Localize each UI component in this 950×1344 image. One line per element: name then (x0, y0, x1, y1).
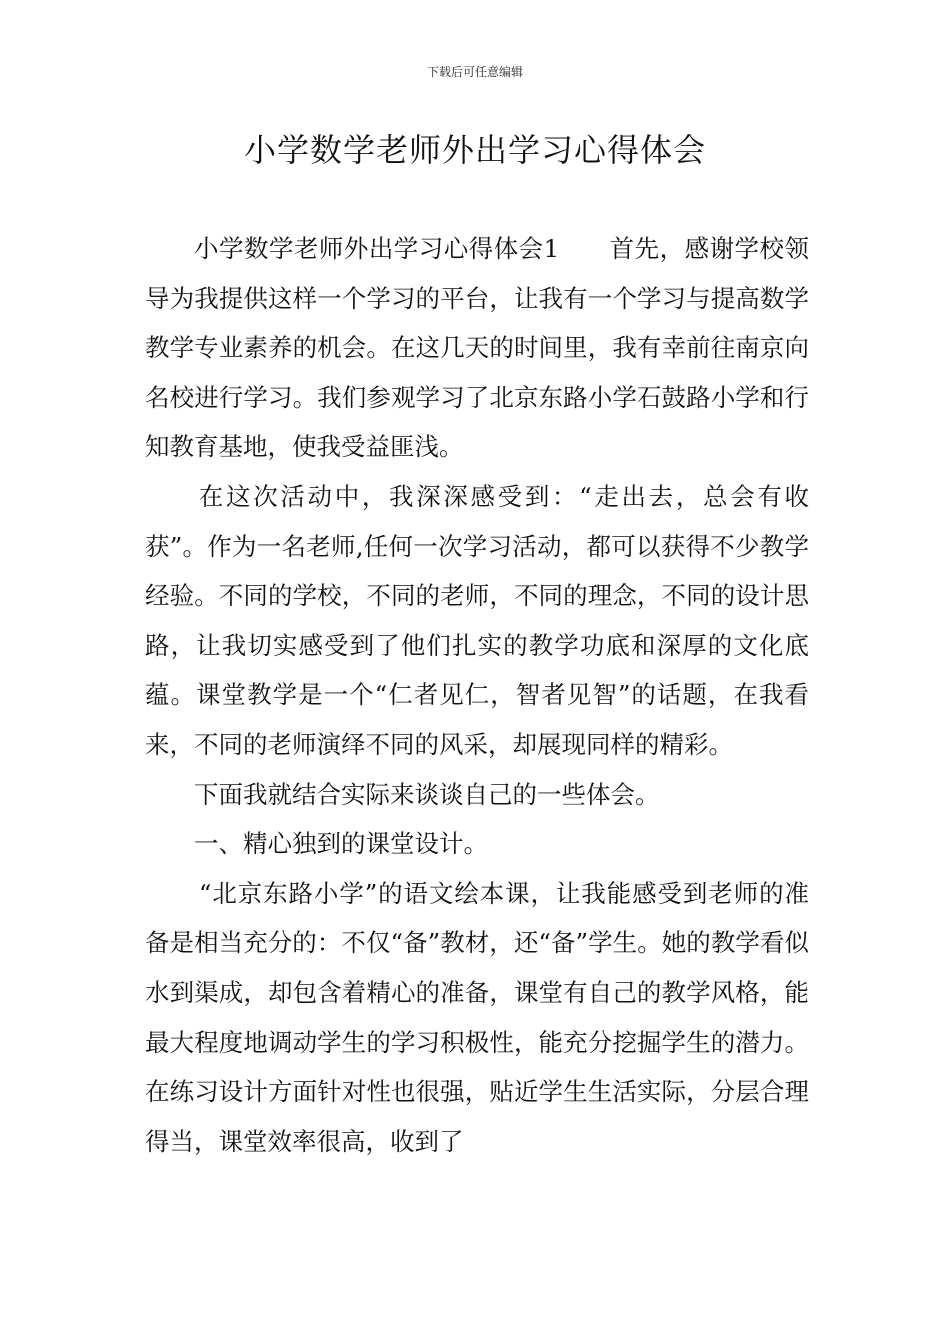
document-title: 小学数学老师外出学习心得体会 (243, 131, 706, 169)
document-body (145, 224, 809, 1166)
paragraph-3: 下面我就结合实际来谈谈自己的一些体会。 (194, 779, 660, 809)
paragraph-4: 一、精心独到的课堂设计。 (194, 829, 488, 859)
paragraph-2: 在这次活动中，我深深感受到：“走出去，总会有收获”。作为一名老师,任何一次学习活动，都可以获得不少教学经验。不同的学校，不同的老师，不同的理念，不同的设计思路，让我切实感受到了他们扎实的教学功底和深厚的文化底蕴。课堂教学是一个“仁者见仁，智者见智”的话题，在我看来，不同的老师演绎不同的风采，却展现同样的精彩。 (145, 481, 809, 759)
page-header-note: 下载后可任意编辑 (426, 65, 523, 79)
paragraph-5: “北京东路小学”的语文绘本课，让我能感受到老师的准备是相当充分的：不仅“备”教材，还“备”学生。她的教学看似水到渠成，却包含着精心的准备，课堂有自己的教学风格，能最大程度地调动学生的学习积极性，能充分挖掘学生的潜力。在练习设计方面针对性也很强，贴近学生生活实际，分层合理得当，课堂效率很高，收到了 (145, 878, 809, 1156)
paragraph-1: 小学数学老师外出学习心得体会1 首先，感谢学校领导为我提供这样一个学习的平台，让我有一个学习与提高数学教学专业素养的机会。在这几天的时间里，我有幸前往南京向名校进行学习。我们参观学习了北京东路小学石鼓路小学和行知教育基地，使我受益匪浅。 (145, 234, 809, 462)
